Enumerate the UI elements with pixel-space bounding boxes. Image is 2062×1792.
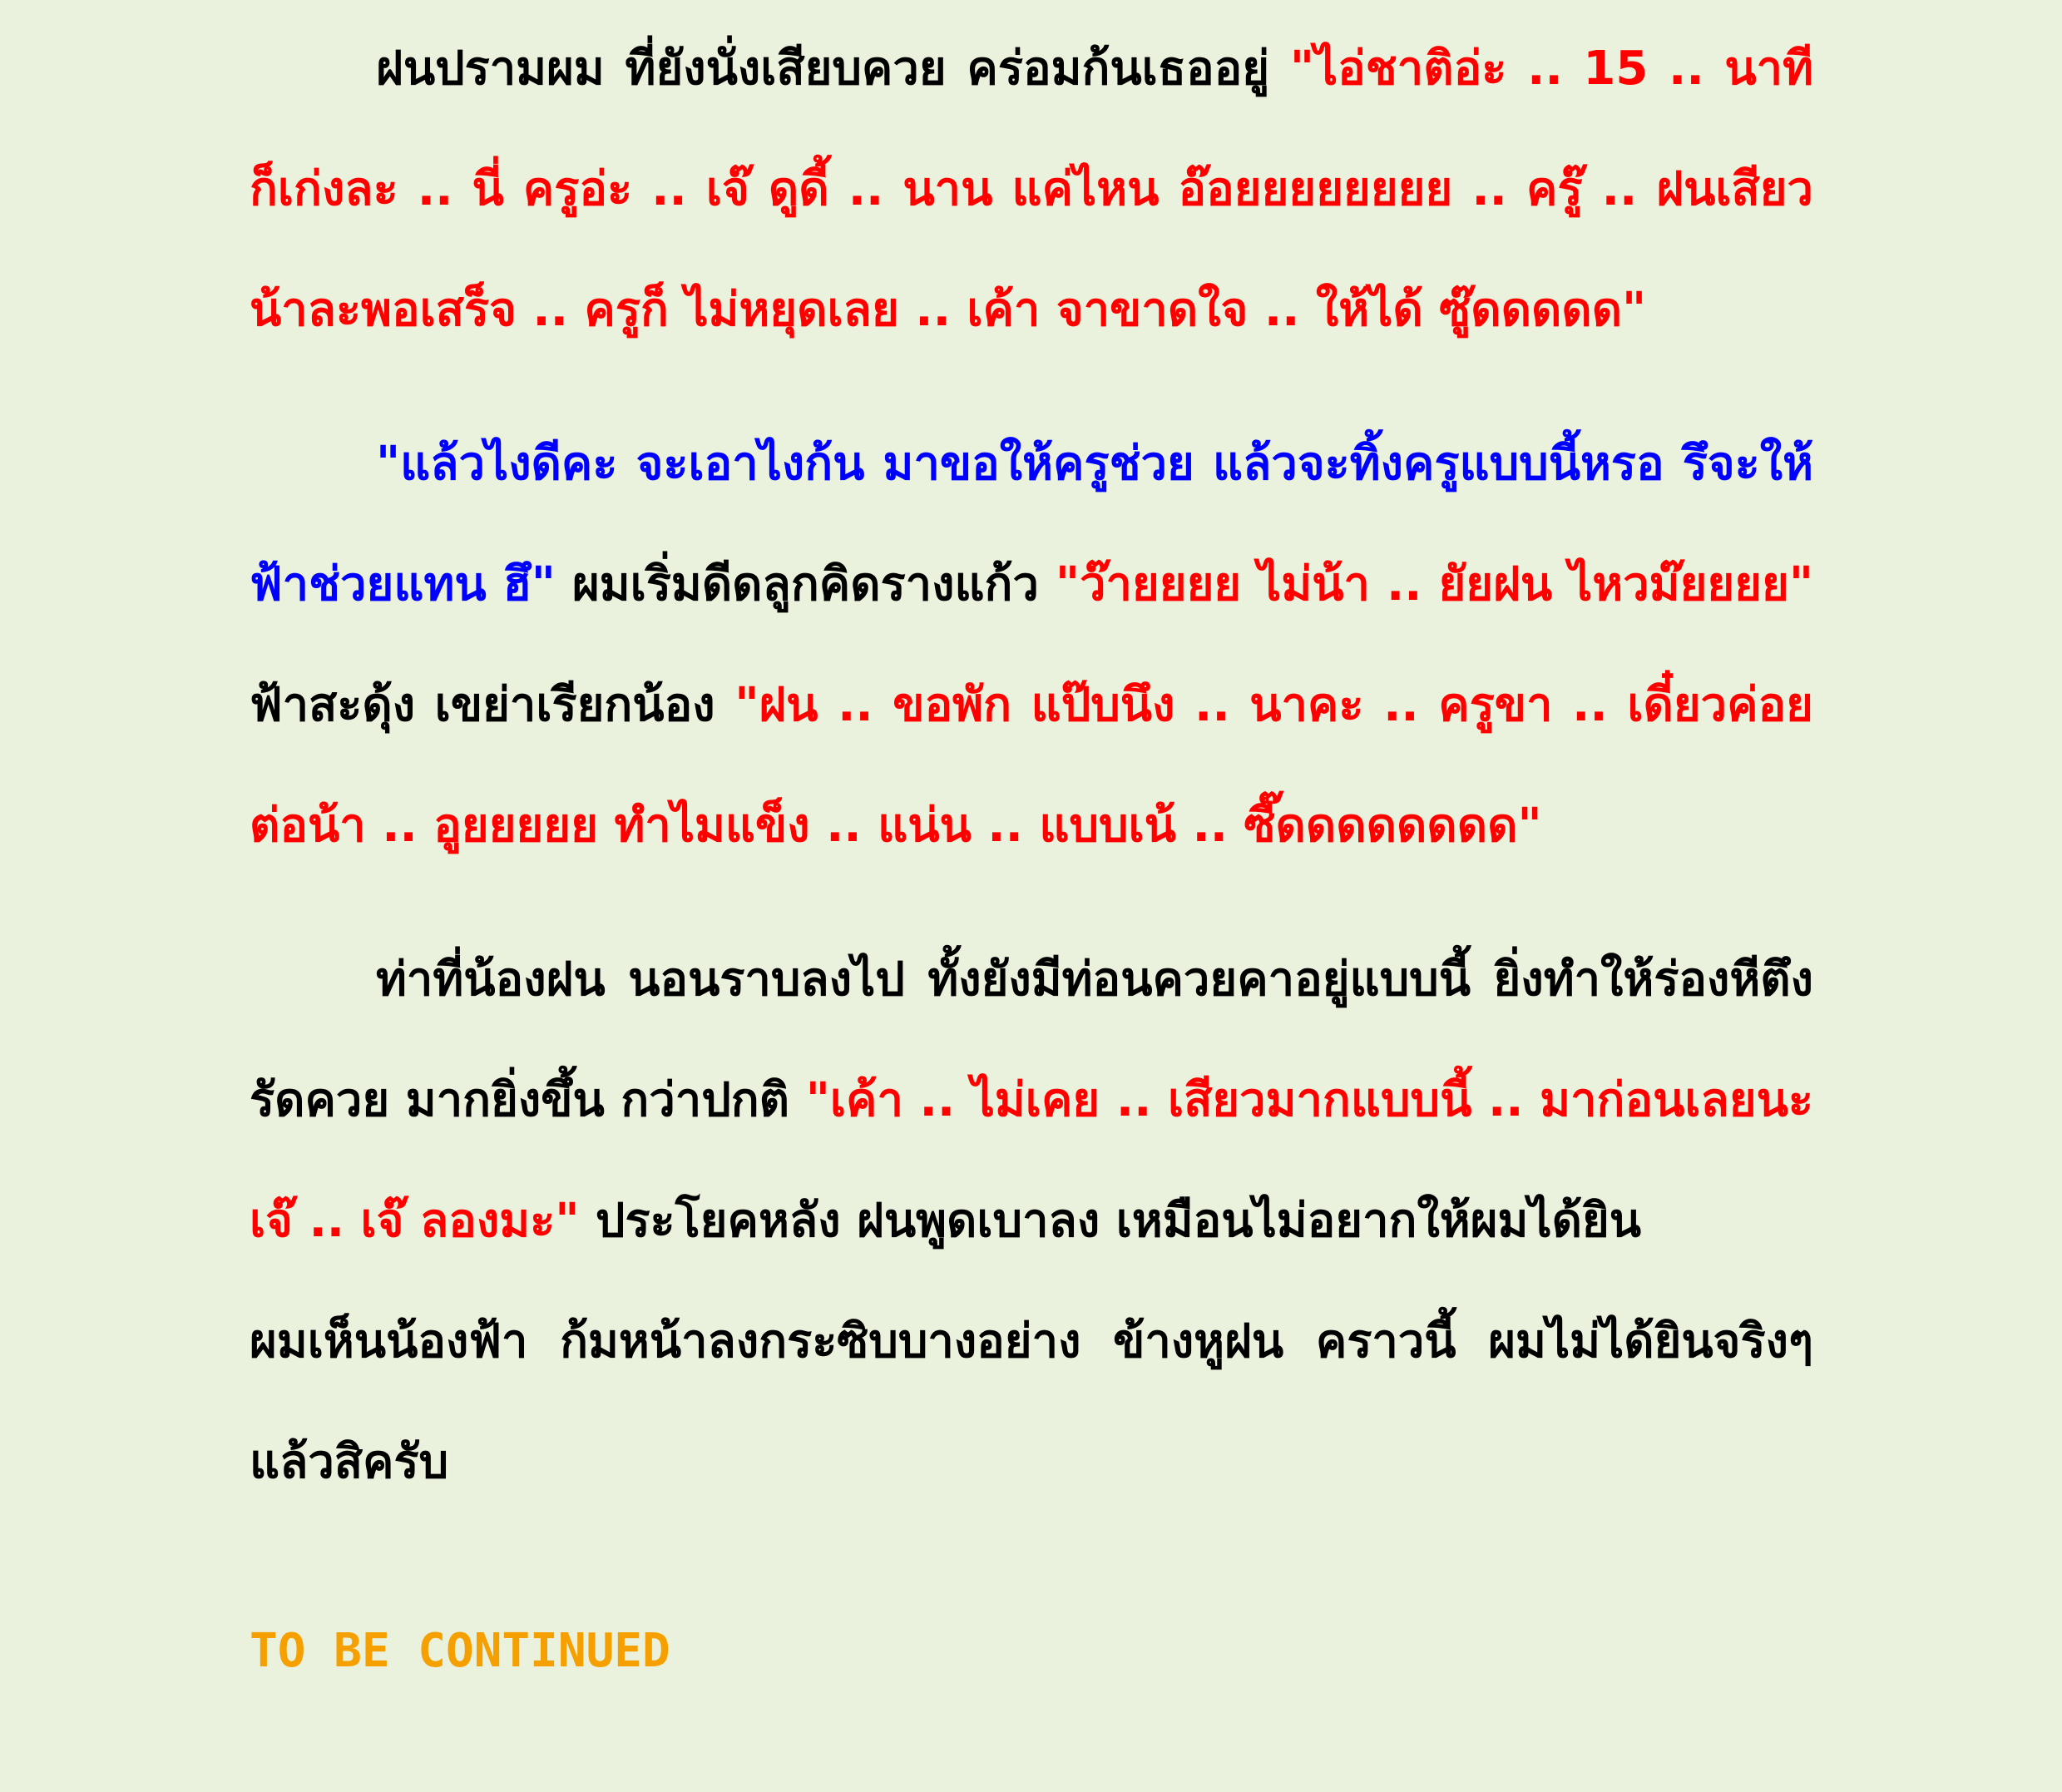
dialogue-text: "ไอ่ชาติอ่ะ .. 15 .. นาที ก็เก่งละ .. นี่ ครูอ่ะ .. เจ๊ ดูดี้ .. นาน แค่ไหน อ๊อยยยยยยยย .. ครู๊ .. ฝนเสียวน้าละพอเสร็จ .. ครูก็ ไม่หยุดเลย .. เค้า จาขาดใจ .. ให้ได้ ซู๊ดดดดด" <box>250 42 1813 337</box>
paragraph-4 <box>250 1281 1813 1522</box>
dialogue-text: "แล้วไงดีคะ จะเอาไงก้น มาขอให้ครูช่วย แล้วจะทิ้งครูแบบนี้หรอ รึจะให้ฟ้าช่วยแทน ฮึ" <box>250 437 1813 611</box>
narration-text: ฟ้าสะดุ้ง เขย่าเรียกน้อง <box>250 678 735 732</box>
paragraph-3 <box>250 919 1813 1281</box>
narration-text: ผมเริ่มดีดลูกคิดรางแก้ว <box>555 557 1056 611</box>
narration-text: ท่าที่น้องฝน นอนราบลงไป ทั้งยังมีท่อนควยคาอยู่แบบนี้ ยิ่งทำให้ร่องหีตึงรัดควย มากยิ่งขึ้น กว่าปกติ <box>250 953 1813 1127</box>
narration-text: ผมเห็นน้องฟ้า ก้มหน้าลงกระซิบบางอย่าง ข้างหูฝน คราวนี้ ผมไม่ได้ยินจริงๆแล้วสิครับ <box>250 1314 1813 1489</box>
narration-text: ประโยคหลัง ฝนพูดเบาลง เหมือนไม่อยากให้ผมได้ยิน <box>579 1194 1642 1248</box>
document-page <box>250 8 1813 1681</box>
paragraph-2 <box>250 403 1813 886</box>
paragraph-1 <box>250 8 1813 370</box>
dialogue-text: "ฝน .. ขอพัก แป๊บนึง .. นาคะ .. ครูขา .. เดี๋ยวค่อยต่อน้า .. อูยยยยย ทำไมแข็ง .. แน่น .. แบบเน้ .. ซี๊ดดดดดดดด" <box>250 678 1813 853</box>
dialogue-text: "ว๊ายยยย ไม่น้า .. ยัยฝน ไหวม๊ยยยย" <box>1055 557 1814 611</box>
dialogue-text: "เค้า .. ไม่เคย .. เสียวมากแบบนี้ .. มาก่อนเลยนะเจ๊ .. เจ๊ ลองมะ" <box>250 1073 1813 1248</box>
narration-text: ฝนปรามผม ที่ยังนั่งเสียบควย คร่อมก้นเธออยู่ <box>376 42 1290 96</box>
to-be-continued-label: TO BE CONTINUED <box>250 1624 670 1678</box>
